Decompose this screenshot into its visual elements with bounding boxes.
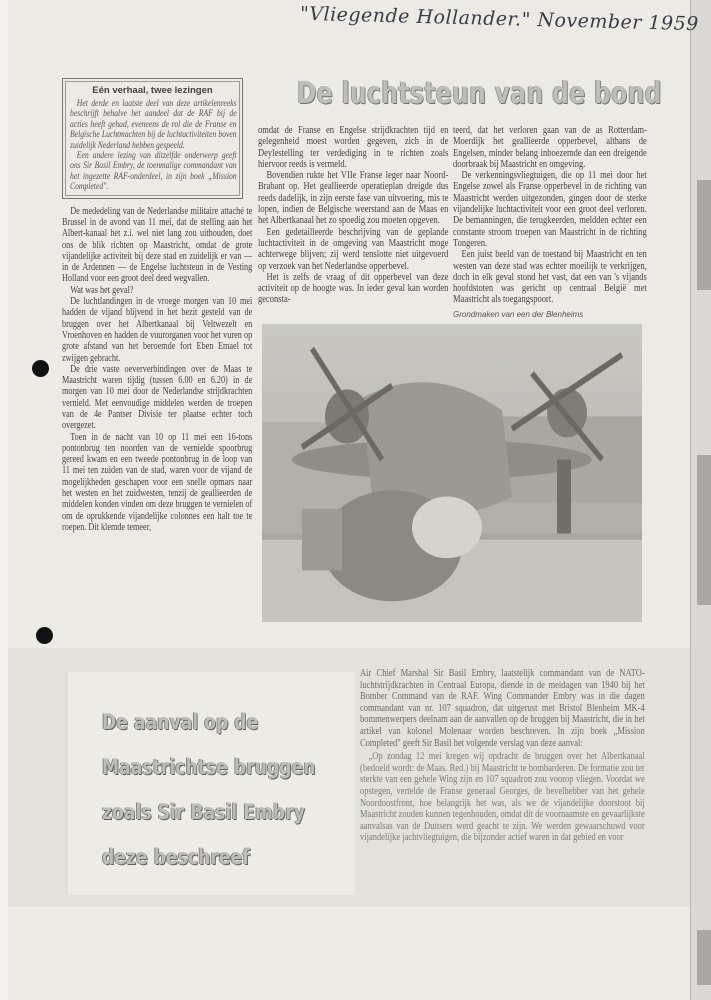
- paragraph: Een gedetailleerde beschrijving van de geplande luchtactiviteit in de omgeving van Maastricht moge achterwege blijven; zij werd tenslotte niet uitgevoerd op verzoek van het Nederlandse opperbevel.: [258, 226, 449, 272]
- column-3: [453, 125, 647, 306]
- punch-hole: [36, 627, 53, 644]
- heading-line: De aanval op de: [102, 710, 259, 734]
- heading-line: Maastrichtse bruggen: [102, 755, 316, 779]
- paragraph: Toen in de nacht van 10 op 11 mei een 16-tons pontonbrug ten noorden van de vernielde spoorbrug gereed kwam en een tweede pontonbrug in de loop van 11 mei ten zuiden van de stad, waren voor de vijand de mogelijkheden geschapen voor een snelle opmars naar het westen en het zuidwesten, tenzij de geallieerden de middelen konden vinden om deze bruggen te vernielen of om de oprukkende vijandelijke colonnes een halt toe te roepen. Dit klemde temeer,: [62, 431, 253, 533]
- bomber-photo: [262, 324, 642, 622]
- article-title: De luchtsteun van de bond: [297, 76, 662, 111]
- second-article-text: [360, 668, 645, 895]
- handwritten-note: "Vliegende Hollander." November 1959: [299, 2, 700, 36]
- sidebar-heading: Eén verhaal, twee lezingen: [92, 85, 213, 96]
- punch-hole: [32, 360, 49, 377]
- heading-line: zoals Sir Basil Embry: [102, 800, 305, 824]
- second-article-band: [8, 648, 690, 907]
- paragraph: Air Chief Marshal Sir Basil Embry, laatstelijk commandant van de NATO-luchtstrijdkrachten in Centraal Europa, diende in de meidagen van 1940 bij het Bomber Command van de RAF. Wing Commander Embry was in die dagen commandant van nr. 107 squadron, dat uitgerust met Bristol Blenheim MK-4 bommenwerpers deelnam aan de aanvallen op de bruggen bij Maastricht, die in het artikel van kolonel Molenaar worden beschreven. In zijn boek „Mission Completed" geeft Sir Basil het volgende verslag van deze aanval:: [360, 668, 645, 749]
- second-article-quote: [360, 751, 645, 844]
- page-edge: [690, 0, 711, 1000]
- paragraph: Wat was het geval?: [70, 284, 134, 296]
- paragraph: omdat de Franse en Engelse strijdkrachten tijd en gelegenheid moest worden gegeven, zich in de Deylestelling ter verdediging in te richten zoals hiervoor reeds is vermeld.: [258, 125, 449, 170]
- paragraph: teerd, dat het verloren gaan van de as Rotterdam-Moerdijk het geallieerde opperbevel, althans de Engelsen, minder belang inboezemde dan een dreigende doorbraak bij Maastricht en omgeving.: [453, 125, 647, 170]
- paragraph: „Op zondag 12 mei kregen wij opdracht de bruggen over het Albertkanaal (bedoeld wordt: de Maas. Red.) bij Maastricht te bombarderen. De formatie zou ter sterkte van een gehele Wing zijn en 107 squadron zou voorop vliegen. Voordat we opstegen, vertelde de Franse generaal Georges, de bevelhebber van het gehele Noordoostfront, hoe belangrijk het was, als we de vijandelijke doorstoot bij Maastricht zouden kunnen tegenhouden, omdat dit de voornaamste en gevaarlijkste aanvalsas van de Duitsers werd geacht te zijn. We werden gewaarschuwd voor vijandelijke jachtvliegtuigen, die bijzonder actief waren in dat gebied en voor: [360, 751, 645, 844]
- right-columns-flow: [258, 125, 648, 622]
- blenheim-aircraft-illustration: [262, 324, 642, 622]
- sidebar-paragraph: Een andere lezing van ditzelfde onderwerp geeft ons Sir Basil Embry, de toenmalige commandant van het ingezette RAF-onderdeel, in zijn boek „Mission Completed".: [70, 150, 237, 192]
- left-column-flow: [62, 78, 252, 533]
- sidebar-paragraph: Het derde en laatste deel van deze artikelenreeks beschrijft behalve het aandeel dat de RAF bij de acties heeft gehad, eveneens de rol die de Franse en Belgische Luchtmachten bij de luchtactiviteiten boven zuidelijk Nederland hebben gespeeld.: [70, 98, 237, 150]
- paragraph: De verkenningsvliegtuigen, die op 11 mei door het Engelse zowel als Franse opperbevel in de richting van Maastricht werden uitgezonden, gingen door de sterke vijandelijke luchtactiviteit voor een groot deel verloren. De bemanningen, die terugkeerden, meldden echter een constante stroom troepen van Maastricht in de richting Tongeren.: [453, 170, 647, 249]
- second-article-heading-box: [68, 672, 355, 895]
- sidebar-box: [62, 78, 243, 199]
- paragraph: De mededeling van de Nederlandse militaire attaché te Brussel in de avond van 11 mei, dat de stelling aan het Albert-kanaal het z.i. wel niet lang zou uithouden, doet ons de blik richten op Maastricht, omdat de grote vijandelijke activiteit bij deze stad en zuidelijk er van — in de Ardennen — de Engelse luchtsteun in de Vesting Holland voor een groot deel deed wegvallen.: [62, 205, 253, 285]
- paragraph: Bovendien rukte het VIIe Franse leger naar Noord-Brabant op. Het geallieerde operatieplan dreigde dus reeds dadelijk, in zijn eerste fase van uitvoering, mis te lopen, indien de Belgische weerstand aan de Maas en het Albertkanaal het zo spoedig zou moeten opgeven.: [258, 170, 449, 227]
- column-2: [258, 125, 448, 306]
- second-article-heading: [102, 700, 316, 880]
- heading-line: deze beschreef: [102, 845, 250, 869]
- paragraph: De drie vaste oeververbindingen over de Maas te Maastricht waren tijdig (tussen 6.00 en 6.20) in de morgen van 10 mei door de Nederlandse strijdkrachten vernield. Met eenvoudige middelen werden de troepen van de 4e Pantser Divisie ter plaatse echter toch overgezet.: [62, 363, 253, 432]
- column-1: [62, 206, 252, 534]
- second-article-intro: [360, 668, 645, 749]
- photo-caption: Grondmaken van een der Blenheims: [453, 309, 584, 319]
- paragraph: Een juist beeld van de toestand bij Maastricht en ten westen van deze stad was echter moeilijk te verkrijgen, doch in elk geval stond het vast, dat een van 's vijands hoofdstoten was gericht op centraal België met Maastricht als toegangspoort.: [453, 249, 647, 306]
- paragraph: De luchtlandingen in de vroege morgen van 10 mei hadden de vijand blijvend in het bezit gesteld van de bruggen over het Albertkanaal bij Veltwezelt en Vroenhoven en hadden de vuurorganen voor het vuren op grote afstand van het beroemde fort Eben Emael tot zwijgen gebracht.: [62, 296, 253, 364]
- paragraph: Het is zelfs de vraag of dit opperbevel van deze activiteit op de hoogte was. In ieder geval kan worden geconsta-: [258, 271, 449, 306]
